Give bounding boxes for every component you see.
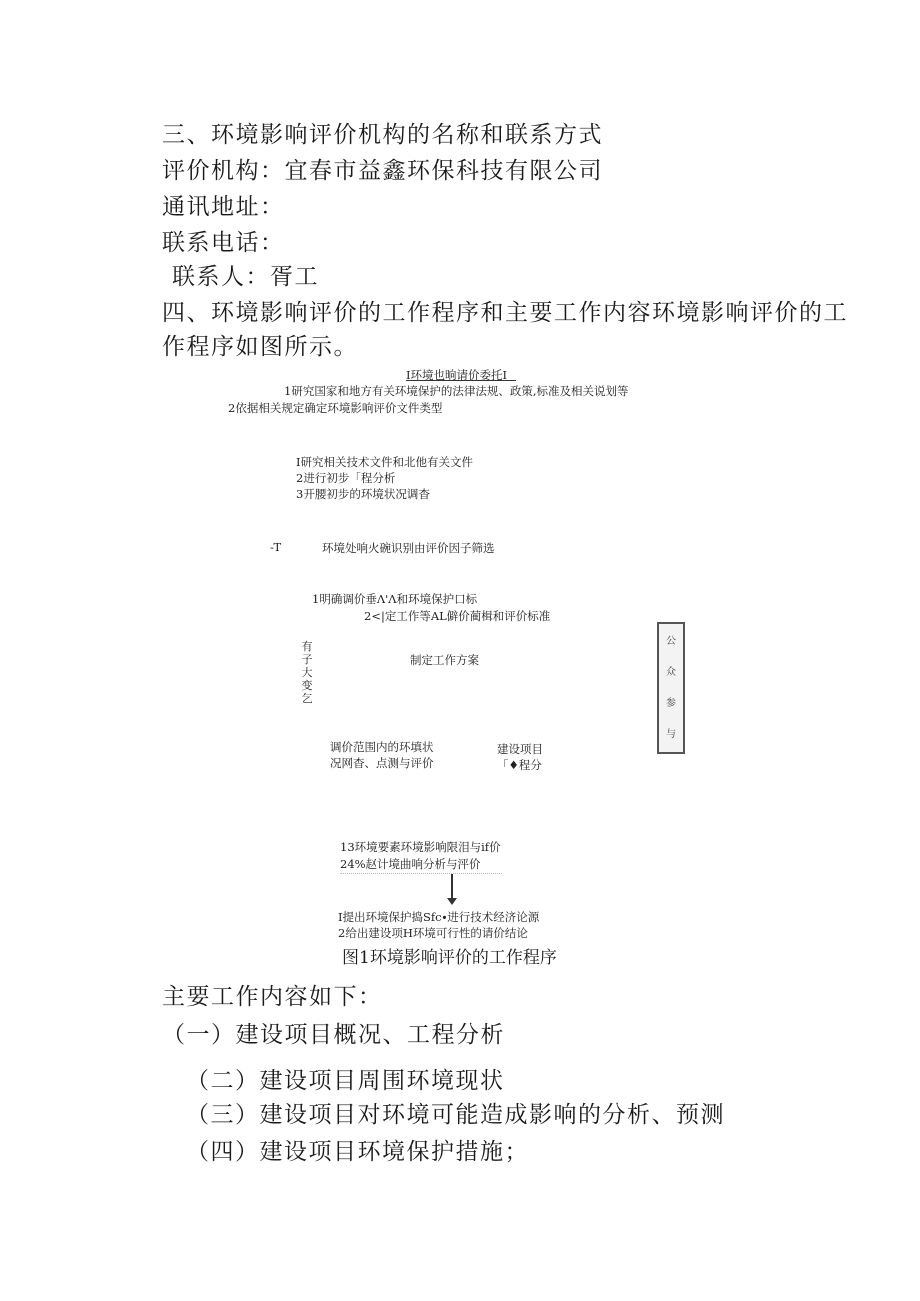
step7-item1: I提出环境保护捣Sfc∙进行技术经济论源	[338, 910, 540, 924]
side-vertical-text: 有 子 大 变 乞	[301, 640, 313, 705]
plan-text: 制定工作方案	[410, 653, 479, 667]
step2-item2: 2进行初步「程分析	[296, 471, 396, 485]
step1-item1: 1研究国家和地方有关环境保护的法律法规、政策,标准及相关说划等	[284, 384, 629, 398]
survey-line1: 调价范围内的环填状	[330, 740, 434, 754]
step6-item1: 13环境要素环境影响限泪与if价	[340, 840, 501, 854]
step3-mark: -T	[270, 540, 282, 554]
section4-line1: 四、环境影响评价的工作程序和主要工作内容环境影响评价的工	[162, 300, 848, 326]
contact-line: 联系人：胥工	[172, 264, 319, 290]
section4-line2: 作程序如图所示。	[162, 334, 358, 360]
step3-text: 环境处响火碗识别由评价因子筛选	[322, 541, 495, 555]
public-box-label: 公 众 参 与	[666, 636, 676, 740]
main-work-item2: （二）建设项目周围环境现状	[186, 1068, 505, 1094]
public-participation-box	[657, 622, 685, 754]
evaluation-org: 评价机构：宜春市益鑫环保科技有限公司	[162, 158, 603, 184]
step2-item1: I研究相关技术文件和北他有关文件	[296, 455, 474, 469]
flowchart-title: I环境也晌请价委托I	[406, 368, 508, 382]
main-work-item3: （三）建设项目对环境可能造成影响的分析、预测	[186, 1102, 725, 1128]
project-line2: 「♦程分	[497, 758, 542, 772]
step1-item2: 2依据相关规定确定环境影响评价文件类型	[228, 401, 443, 415]
dotted-separator	[340, 873, 502, 874]
phone-line: 联系电话：	[162, 230, 285, 256]
survey-line2: 况网杳、点测与评价	[330, 756, 434, 770]
down-arrow-icon	[447, 898, 457, 905]
main-work-item4: （四）建设项目环境保护措施；	[186, 1139, 529, 1165]
title-underline	[406, 380, 516, 381]
section3-heading: 三、环境影响评价机构的名称和联系方式	[162, 122, 603, 148]
project-line1: 建设项目	[497, 742, 543, 756]
main-work-heading: 主要工作内容如下：	[162, 984, 383, 1010]
figure-caption: 图1环境影响评价的工作程序	[342, 948, 557, 968]
step6-item2: 24%赵计境曲响分析与泙价	[340, 857, 481, 871]
step4-item2: 2<|定工作等AL僻价蔺楫和评价标准	[364, 609, 551, 623]
down-arrow-shaft	[451, 874, 453, 900]
step7-item2: 2给出建设项H环境可行性的请价结论	[338, 926, 528, 940]
address-line: 通讯地址：	[162, 194, 285, 220]
main-work-item1: （一）建设项目概况、工程分析	[162, 1022, 505, 1048]
step2-item3: 3开腰初步的环境状况调杳	[296, 487, 430, 501]
step4-item1: 1明确调价垂Λ'Λ和环境保护口标	[312, 592, 478, 606]
